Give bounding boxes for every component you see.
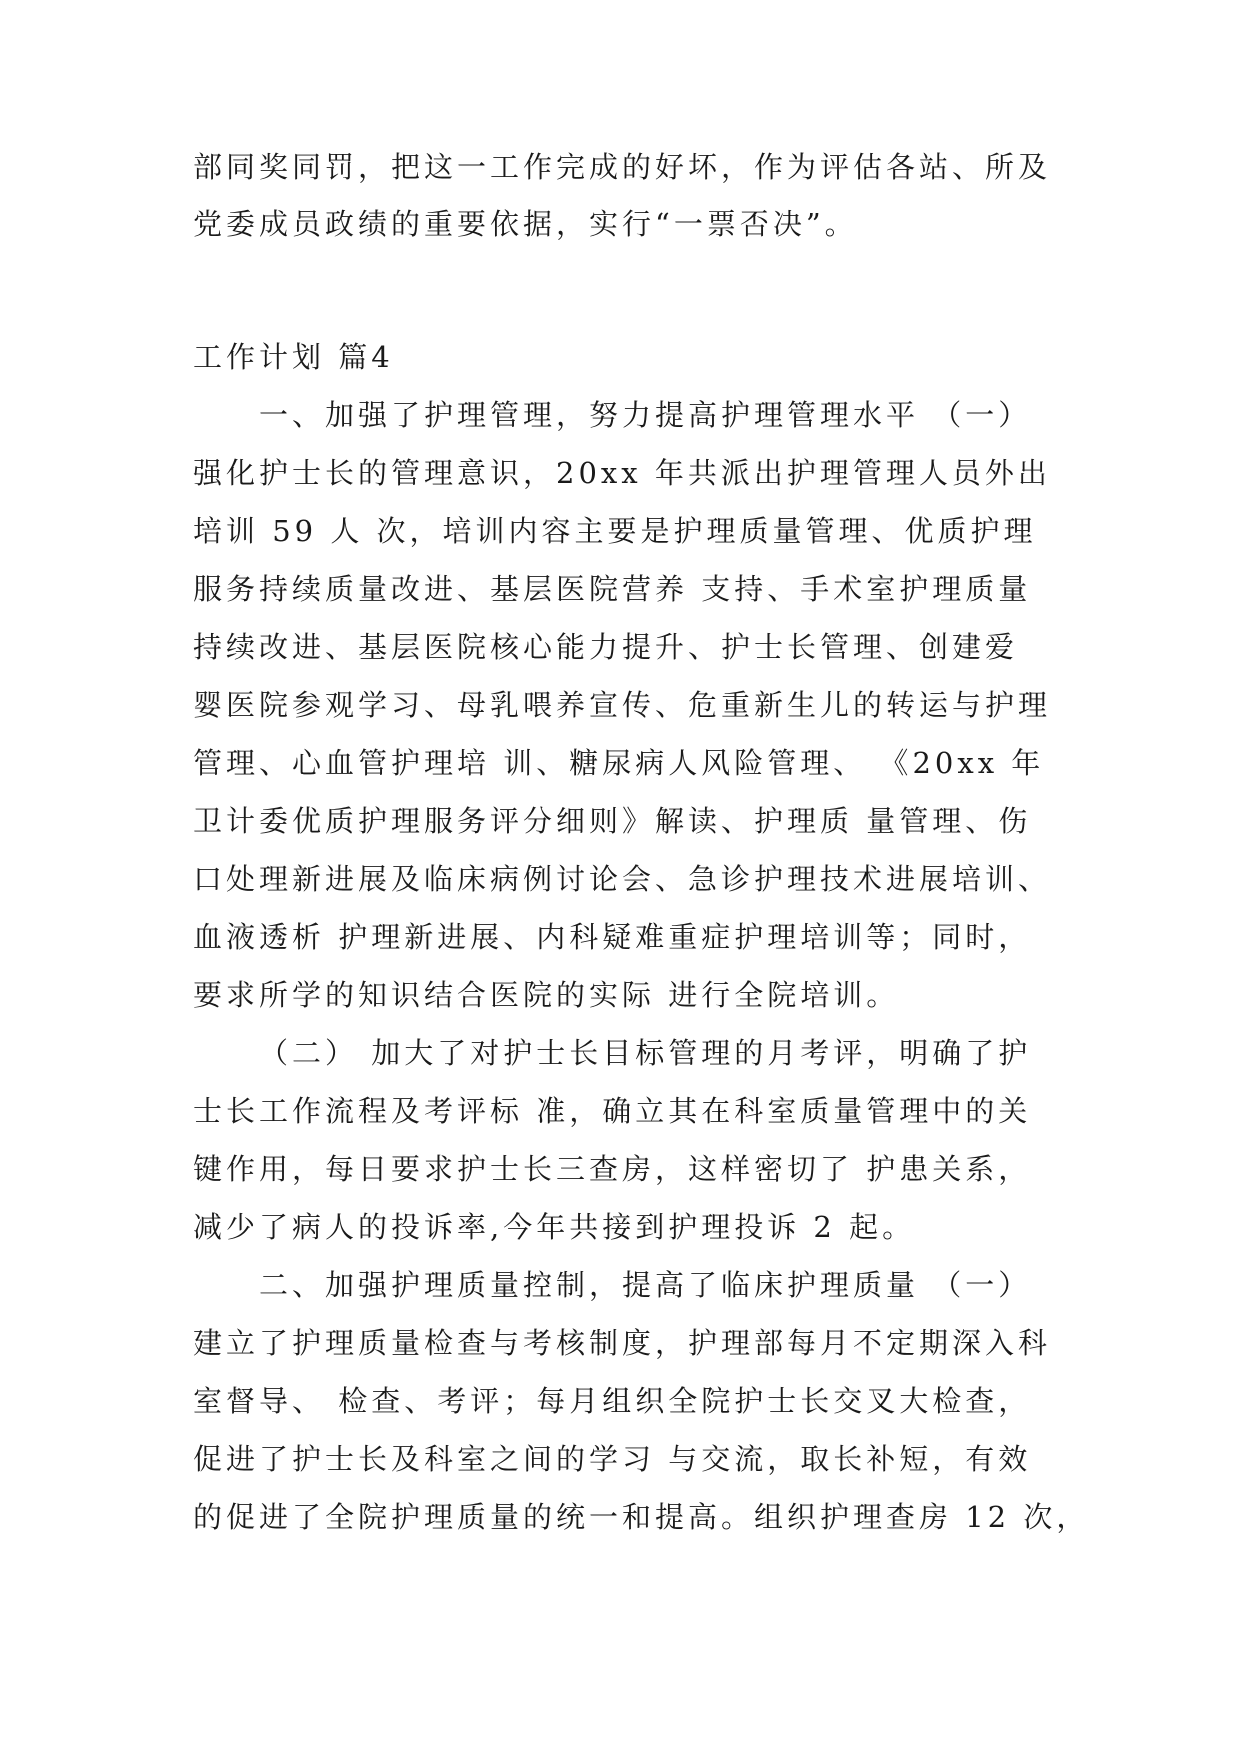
section-heading: 工作计划 篇4 — [193, 340, 394, 374]
text-line: 管理、心血管护理培 训、糖尿病人风险管理、 《20xx 年 — [193, 746, 1045, 780]
text-line: 促进了护士长及科室之间的学习 与交流，取长补短，有效 — [193, 1442, 1032, 1476]
text-line: 强化护士长的管理意识，20xx 年共派出护理管理人员外出 — [193, 456, 1051, 490]
text-line: 建立了护理质量检查与考核制度，护理部每月不定期深入科 — [193, 1326, 1052, 1360]
text-line: 党委成员政绩的重要依据，实行“一票否决”。 — [193, 207, 858, 241]
text-line: 口处理新进展及临床病例讨论会、急诊护理技术进展培训、 — [193, 862, 1052, 896]
text-line: 部同奖同罚，把这一工作完成的好坏，作为评估各站、所及 — [193, 150, 1052, 184]
paragraph-start-line: （二） 加大了对护士长目标管理的月考评，明确了护 — [259, 1036, 1032, 1070]
text-line: 减少了病人的投诉率,今年共接到护理投诉 2 起。 — [193, 1210, 916, 1244]
text-line: 血液透析 护理新进展、内科疑难重症护理培训等；同时， — [193, 920, 1032, 954]
text-line: 的促进了全院护理质量的统一和提高。组织护理查房 12 次， — [193, 1500, 1090, 1534]
text-line: 室督导、 检查、考评；每月组织全院护士长交叉大检查， — [193, 1384, 1032, 1418]
paragraph-start-line: 一、加强了护理管理，努力提高护理管理水平 （一） — [259, 398, 1032, 432]
text-line: 服务持续质量改进、基层医院营养 支持、手术室护理质量 — [193, 572, 1032, 606]
paragraph-start-line: 二、加强护理质量控制，提高了临床护理质量 （一） — [259, 1268, 1032, 1302]
text-line: 培训 59 人 次，培训内容主要是护理质量管理、优质护理 — [193, 514, 1037, 548]
text-line: 键作用，每日要求护士长三查房，这样密切了 护患关系， — [193, 1152, 1032, 1186]
text-line: 持续改进、基层医院核心能力提升、护士长管理、创建爱 — [193, 630, 1019, 664]
text-line: 要求所学的知识结合医院的实际 进行全院培训。 — [193, 978, 900, 1012]
text-line: 卫计委优质护理服务评分细则》解读、护理质 量管理、伤 — [193, 804, 1032, 838]
text-line: 婴医院参观学习、母乳喂养宣传、危重新生儿的转运与护理 — [193, 688, 1052, 722]
text-line: 士长工作流程及考评标 准，确立其在科室质量管理中的关 — [193, 1094, 1032, 1128]
